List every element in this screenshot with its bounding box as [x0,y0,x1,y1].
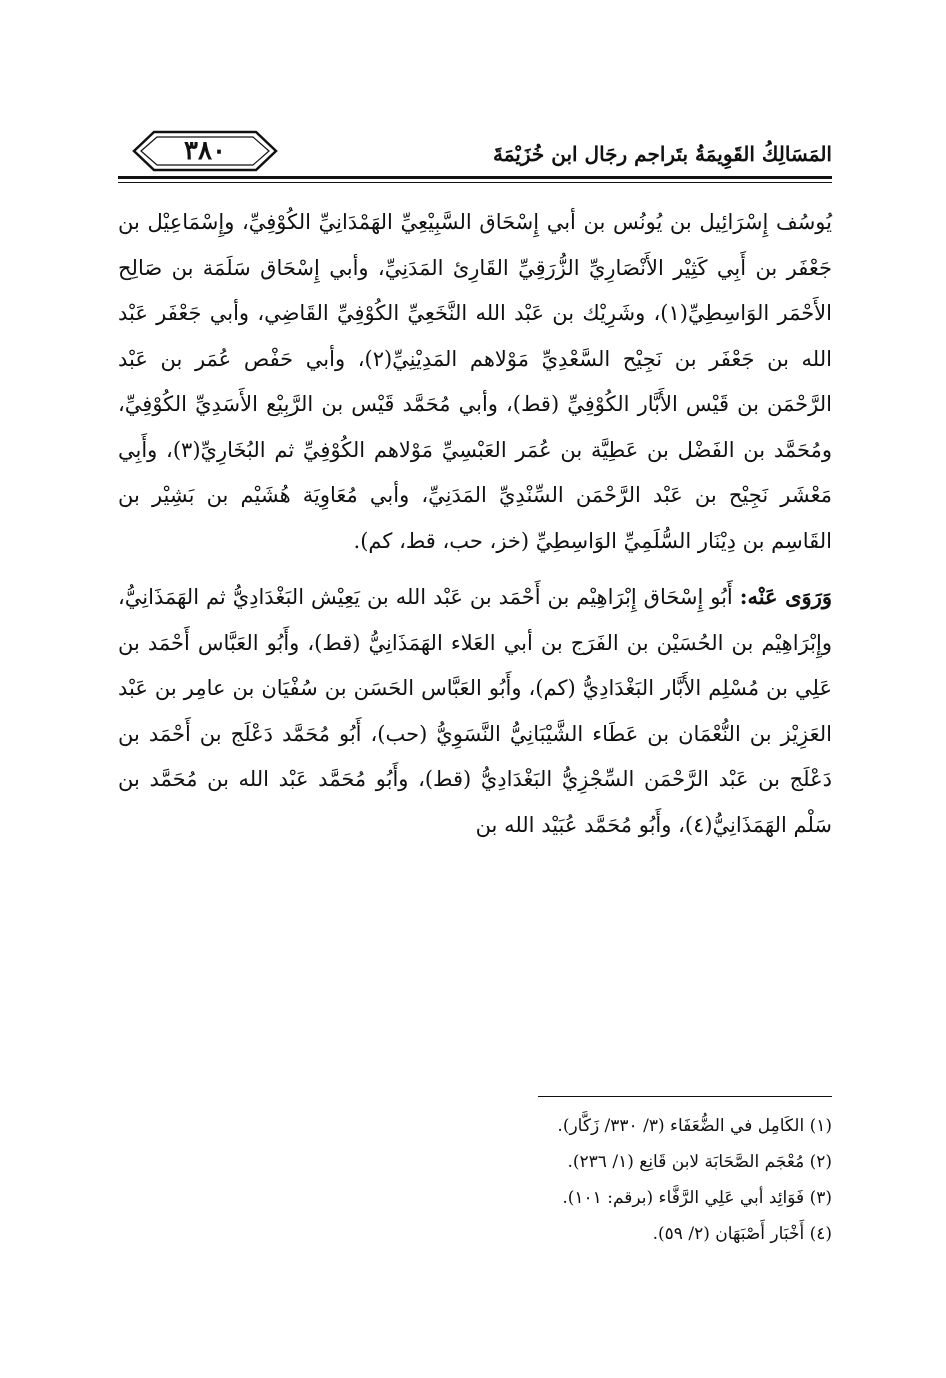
page-number-badge [130,128,280,174]
header-rule-thin [118,182,832,183]
footnotes [118,1108,832,1252]
main-text [118,200,832,858]
footnote-1: (١) الكَامِل في الضُّعَفَاء (٣/ ٣٣٠/ زَكَّار). [557,1116,832,1136]
paragraph-lead: وَرَوَى عَنْه: [739,584,832,609]
footnote-2: (٢) مُعْجَم الصَّحَابَة لابن قَانِع (١/ ٢٣٦). [567,1152,832,1172]
book-title: المَسَالِكُ القَوِيمَةُ بتَراجم رجَال ابن خُزَيْمَةَ [493,142,832,166]
page-number: ٣٨٠ [184,136,226,166]
page-header [118,118,832,188]
header-rule [118,176,832,179]
paragraph-body: أَبُو إِسْحَاق إِبْرَاهِيْم بن أَحْمَد بن عَبْد الله بن يَعِيْش البَغْدَادِيُّ ثم الهَمَذَانِيُّ، وإِبْرَاهِيْم بن الحُسَيْن بن الفَرَج بن أبي العَلاء الهَمَذَانِيُّ (قط)، وأَبُو العَبَّاس أَحْمَد بن عَلِي بن مُسْلِم الأَبَّار البَغْدَادِيُّ (كم)، وأَبُو العَبَّاس الحَسَن بن سُفْيَان بن عامِر بن عَبْد العَزِيْز بن النُّعْمَان بن عَطَاء الشَّيْبَانِيُّ النَّسَوِيُّ (حب)، أَبُو مُحَمَّد دَعْلَج بن أَحْمَد بن دَعْلَج بن عَبْد الرَّحْمَن السِّجْزِيُّ البَغْدَادِيُّ (قط)، وأَبُو مُحَمَّد عَبْد الله بن مُحَمَّد بن سَلْم الهَمَذَانِيُّ(٤)، وأَبُو مُحَمَّد عُبَيْد الله بن [118,585,832,837]
footnote-4: (٤) أَخْبَار أَصْبَهَان (٢/ ٥٩). [652,1224,832,1244]
paragraph-narrators [118,574,832,848]
footnote-3: (٣) فَوَائِد أبي عَلِي الرَّفَّاء (برقم: ١٠١). [562,1188,832,1208]
footnote-separator [538,1096,832,1097]
paragraph-narrated-from: يُوسُف إِسْرَائِيل بن يُونُس بن أبي إِسْحَاق السَّبِيْعِيِّ الهَمْدَانِيِّ الكُوْفِيِّ، وإِسْمَاعِيْل بن جَعْفَر بن أَبِي كَثِيْر الأَنْصَارِيِّ الزُّرَقِيِّ القَارِئ المَدَنِيِّ، وأبي إِسْحَاق سَلَمَة بن صَالِح الأَحْمَر الوَاسِطِيِّ(١)، وشَرِيْك بن عَبْد الله النَّخَعِيِّ الكُوْفِيِّ القَاضِي، وأبي جَعْفَر عَبْد الله بن جَعْفَر بن نَجِيْح السَّعْدِيِّ مَوْلاهم المَدِيْنِيِّ(٢)، وأبي حَفْص عُمَر بن عَبْد الرَّحْمَن بن قَيْس الأَبَّار الكُوْفِيِّ (قط)، وأبي مُحَمَّد قَيْس بن الرَّبِيْع الأَسَدِيِّ الكُوْفِيِّ، ومُحَمَّد بن الفَضْل بن عَطِيَّة بن عُمَر العَبْسِيِّ مَوْلاهم الكُوْفِيِّ ثم البُخَارِيِّ(٣)، وأَبِي مَعْشَر نَجِيْح بن عَبْد الرَّحْمَن السِّنْدِيِّ المَدَنِيِّ، وأبي مُعَاوِيَة هُشَيْم بن بَشِيْر بن القَاسِم بن دِيْنَار السُّلَمِيِّ الوَاسِطِيِّ (خز، حب، قط، كم). [118,210,832,553]
